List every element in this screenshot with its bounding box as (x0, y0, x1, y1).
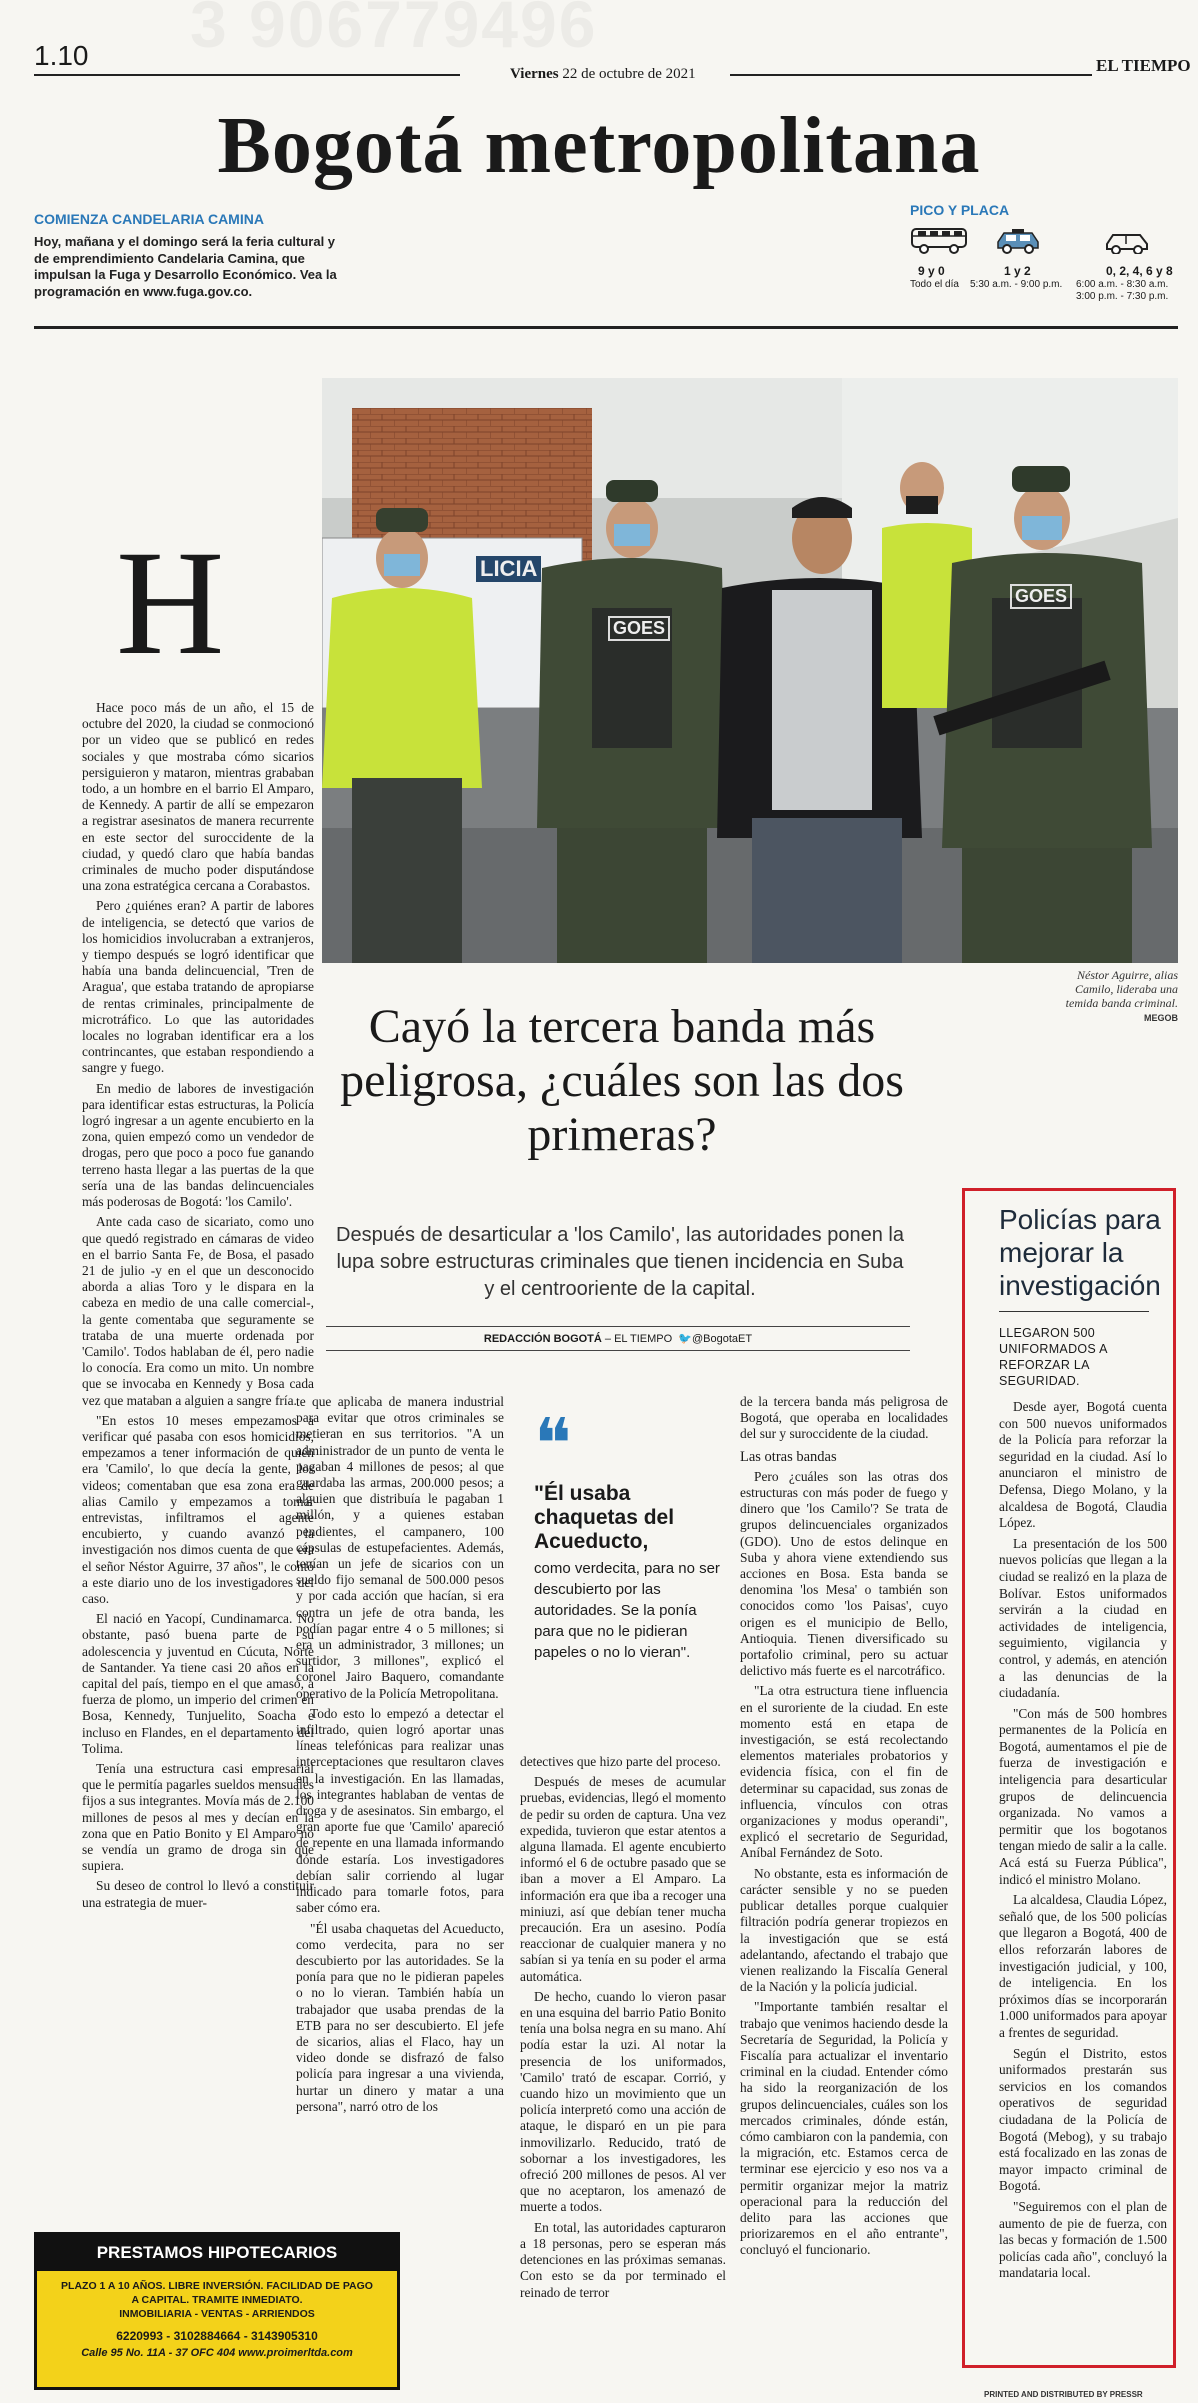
article-column-2 (296, 1394, 504, 2184)
pico-taxi-digits: 1 y 2 (1004, 264, 1031, 278)
press-footer: PRINTED AND DISTRIBUTED BY PRESSR (984, 2390, 1143, 2399)
paragraph: Ante cada caso de sicariato, como uno que quedó registrado en cámaras de video en el barrio Santa Fe, de Bosa, el pasado 21 de julio -y en el que un desconocido aborda a alias Toro y le dispara en la cabeza en medio de una calle comercial-, la gente comentaba que seguramente se trataba de una muerte ordenada por 'Camilo'. Todos hablaban de él, pero nadie lo conocía. Era como un mito. Un nombre que se invocaba en Kennedy y Bosa cada vez que mataban a alguien a sangre fría. (82, 1214, 314, 1408)
article-column-1 (82, 700, 314, 2140)
paragraph: Su deseo de control lo llevó a constituir una estrategia de muer- (82, 1878, 314, 1910)
issue-date: Viernes 22 de octubre de 2021 (510, 66, 696, 82)
header-divider (34, 326, 1178, 329)
sidebar-box (962, 1188, 1176, 2368)
pull-quote-text: como verdecita, para no ser descubierto por las autoridades. Se la ponía para que no le pidieran papeles o no lo vieran". (534, 1560, 720, 1661)
mortgage-ad (34, 2232, 400, 2390)
newspaper-logo: EL TIEMPO (1096, 56, 1191, 75)
background-digits: 3 906779496 (190, 0, 598, 61)
article-column-3 (520, 1754, 726, 2384)
article-column-4 (740, 1394, 948, 2384)
pull-quote-bold: "Él usaba chaquetas del Acueducto, (534, 1482, 675, 1553)
candelaria-text: Hoy, mañana y el domingo será la feria cultural y de emprendimiento Candelaria Camina, que impulsan la Fuga y Desarrollo Económico. Vea la programación en www.fuga.gov.co. (34, 234, 337, 299)
ad-line-2: A CAPITAL. TRAMITE INMEDIATO. (131, 2294, 303, 2306)
paragraph: "La otra estructura tiene influencia en el suroriente de la ciudad. En este momento está en etapa de investigación, se está recolectando elementos materiales probatorios y evidencia física, con el fin de determinar su capacidad, sus zonas de influencia, vínculos con otras organizaciones y modus operandi", explicó el secretario de Seguridad, Aníbal Fernández de Soto. (740, 1683, 948, 1861)
drop-cap: H (116, 520, 225, 686)
paragraph: "Con más de 500 hombres permanentes de la Policía en Bogotá, aumentamos el pie de fuerza de investigación e inteligencia para desarticular grupos de delincuencia organizada. No vamos a permitir que los bogotanos tengan miedo de salir a la calle. Acá está su Fuerza Pública", indicó el ministro Molano. (999, 1705, 1167, 1887)
byline-rule-top (326, 1326, 910, 1327)
twitter-icon: 🐦 (678, 1333, 692, 1345)
photo-caption: Néstor Aguirre, alias Camilo, lideraba una temida banda criminal. MEGOB (1065, 968, 1178, 1023)
sidebar-lead: LLEGARON 500 UNIFORMADOS A REFORZAR LA SEGURIDAD. (999, 1326, 1108, 1388)
ad-phones: 6220993 - 3102884664 - 3143905310 (116, 2329, 318, 2343)
paragraph: La presentación de los 500 nuevos policías que llegan a la ciudad se realizó en la plaza de Bolívar. Estos uniformados servirán a la ciudad en actividades de inteligencia, seguimiento, vigilancia y control, y además, en atención a las denuncias de la ciudadanía. (999, 1535, 1167, 1701)
sidebar-rule (999, 1311, 1149, 1312)
sidebar-body (999, 1399, 1167, 2286)
sidebar-title: Policías para mejorar la investigación (999, 1204, 1161, 1301)
pull-quote (534, 1407, 726, 1663)
quote-mark-icon: ❝ (534, 1407, 572, 1484)
ad-line-3: INMOBILIARIA - VENTAS - ARRIENDOS (119, 2308, 315, 2320)
taxi-icon (994, 228, 1042, 254)
vehicle-label: LICIA (476, 556, 541, 582)
paragraph: Después de meses de acumular pruebas, evidencias, llegó el momento de pedir su orden de captura. Una vez expedida, tuvieron que estar atentos a alguna llamada. El agente encubierto informó el 6 de octubre pasado que se iban a mover a El Amparo. La información era que iba a recoger una miniuzi, así que debían tener mucha precaución. Era un asesino. Podía reaccionar de cualquier manera y no sabían si ya tenía en su poder el arma automática. (520, 1774, 726, 1984)
candelaria-kicker: COMIENZA CANDELARIA CAMINA (34, 211, 264, 227)
paragraph: La alcaldesa, Claudia López, señaló que, de los 500 policías que llegaron a Bogotá, 400 de ellos reforzarán labores de investigación judicial, y 100, de inteligencia. En los próximos días se incorporarán 1.000 uniformados para apoyar a frentes de seguridad. (999, 1892, 1167, 2040)
car-icon (1104, 230, 1150, 254)
paragraph: El nació en Yacopí, Cundinamarca. No obstante, pasó buena parte de su adolescencia y juventud en Cúcuta, Norte de Santander. Ya tiene casi 20 años en la capital del país, tiempo en el que amasó, a fuerza de plomo, un imperio del crimen en Bosa, Kennedy, Tunjuelito, Soacha e incluso en Flandes, en el departamento del Tolima. (82, 1611, 314, 1756)
ad-body (37, 2271, 397, 2387)
paragraph: Hace poco más de un año, el 15 de octubre del 2020, la ciudad se conmocionó por un video que se publicó en redes sociales y que mostraba cómo sicarios persiguieron y mataron, mientras grababan todo, a un hombre en el barrio El Amparo, de Kennedy. A partir de allí se empezaron a registrar asesinatos de manera recurrente en este sector del suroccidente de la ciudad, y quedó claro que había bandas criminales de mucho poder disputándose una zona estratégica cercana a Corabastos. (82, 700, 314, 894)
vest-label-2: GOES (1010, 584, 1072, 609)
section-title: Bogotá metropolitana (217, 102, 981, 190)
pico-bus-schedule: Todo el día (910, 279, 959, 290)
paragraph: En total, las autoridades capturaron a 18 personas, pero se esperan más detenciones en las próximas semanas. Con esto se da por terminado el reinado de terror (520, 2219, 726, 2300)
header-rule-left (34, 74, 460, 76)
paragraph: No obstante, esta es información de carácter sensible y no se pueden publicar detalles porque cualquier filtración podría generar tropiezos en la investigación que se está adelantando, afectando el trabajo que vienen realizando la Fiscalía General de la Nación y la policía judicial. (740, 1865, 948, 1995)
paragraph: te que aplicaba de manera industrial para evitar que otros criminales se metieran en sus territorios. "A un administrador de un punto de venta le pagaban 4 millones de pesos; al que guardaba las armas, 200.000 pesos; a alguien que distribuía le pagaban 1 millón, y a quienes estaban pendientes, el campanero, 100 cápsulas de estupefacientes. Además, tenían un jefe de sicarios con un sueldo fijo semanal de 500.000 pesos y por cada acción que hacían, si era contra un jefe de otra banda, les podían pagar entre 4 o 5 millones; si era un administrador, 3 millones; un surtidor, 3 millones", explicó el coronel Jairo Baquero, comandante operativo de la Policía Metropolitana. (296, 1394, 504, 1701)
pico-placa-title: PICO Y PLACA (910, 202, 1010, 218)
paragraph: Pero ¿cuáles son las otras dos estructuras con más poder de fuego y dinero que 'los Camilo'? Se trata de grupos delincuenciales organizados (GDO). Uno de estos delinque en Suba y ahora viene extendiendo sus acciones en Bosa. Esta banda se denomina 'los Mesa' o también son conocidos como 'los Paisas', cuyo origen es el municipio de Bello, Antioquia. Tienen diversificado su portafolio criminal, pero su actuar delictivo más fuerte es el narcotráfico. (740, 1468, 948, 1679)
paragraph: "Él usaba chaquetas del Acueducto, como verdecita, para no ser descubierto por las autoridades. Se la ponía para que no le pidieran papeles o no lo vieran. También había un trabajador que usaba prendas de la ETB para no ser descubierto. El jefe de sicarios, alias el Flaco, hay un video donde se disfrazó de falso policía para ingresar a una vivienda, hurtar un dinero y matar a una persona", narró otro de los (296, 1920, 504, 2114)
ad-title: PRESTAMOS HIPOTECARIOS (96, 2243, 338, 2262)
paragraph: detectives que hizo parte del proceso. (520, 1754, 721, 1769)
paragraph: De hecho, cuando lo vieron pasar en una esquina del barrio Patio Bonito tenía una bolsa negra en su mano. Ahí podía estar la uzi. Al notar la presencia de los uniformados, 'Camilo' trató de escapar. Corrió, y cuando hizo un movimiento que un policía interpretó como una acción de ataque, le disparó en un pie para inmovilizarlo. Reducido, trató de sobornar a los investigadores, les ofreció 200 millones de pesos. Al ver que no aceptaron, los amenazó de muerte a todos. (520, 1988, 726, 2215)
page-number: 1.10 (34, 40, 89, 71)
header-rule-right (730, 74, 1092, 76)
paragraph: Todo esto lo empezó a detectar el infiltrado, quien logró aportar unas líneas telefónicas para realizar unas interceptaciones que resultaron claves en la investigación. En las llamadas, los integrantes hablaban de ventas de droga y de asesinatos. Sin embargo, el gran aporte fue que 'Camilo' apareció de repente en una llamada informando dónde estaría. Los investigadores debían salir corriendo al lugar indicado para tomarle fotos, para saber cómo era. (296, 1705, 504, 1916)
byline-rule-bottom (326, 1350, 910, 1351)
pico-bus-digits: 9 y 0 (918, 264, 945, 278)
section-subhead: Las otras bandas (740, 1448, 837, 1465)
paragraph: de la tercera banda más peligrosa de Bogotá, que operaba en localidades del sur y suroccidente de la ciudad. (740, 1394, 948, 1442)
vest-label-1: GOES (608, 616, 670, 641)
paragraph: En medio de labores de investigación para identificar estas estructuras, la Policía logró ingresar a un agente encubierto en la zona, quien empezó como un vendedor de drogas, pero que poco a poco fue ganando terreno hasta llegar a las puertas de la que sería una de las bandas delincuenciales más poderosas de Bogotá: 'los Camilo'. (82, 1080, 314, 1210)
pico-car-digits: 0, 2, 4, 6 y 8 (1106, 264, 1173, 278)
paragraph: Tenía una estructura casi empresarial que le permitía pagarles sueldos mensuales fijos a sus integrantes. Movía más de 2.100 millones de pesos al mes y decían en la zona que en Patio Bonito y El Amparo no se vendía un gramo de droga sin que supiera. (82, 1761, 314, 1874)
paragraph: Según el Distrito, estos uniformados prestarán sus servicios en los comandos operativos de seguridad ciudadana de la Policía de Bogotá (Mebog), y su trabajo está focalizado en las zonas de mayor impacto criminal de Bogotá. (999, 2045, 1167, 2194)
pico-car-schedule: 6:00 a.m. - 8:30 a.m. (1076, 279, 1169, 290)
pico-taxi-schedule: 5:30 a.m. - 9:00 p.m. (970, 279, 1063, 290)
police-arrest-photo (322, 378, 1178, 963)
paragraph: Pero ¿quiénes eran? A partir de labores de inteligencia, se detectó que varios de los homicidios involucraban a extranjeros, y tiempo después se logró identificar que había una banda delincuencial, 'Tren de Aragua', que estaba tratando de apropiarse de rentas criminales, principalmente de microtráfico. Lo que las autoridades locales no lograban identificar era a los contrincantes, que estaban respondiendo a sangre y fuego. (82, 898, 314, 1076)
pico-car-schedule-2: 3:00 p.m. - 7:30 p.m. (1076, 291, 1169, 302)
byline: REDACCIÓN BOGOTÁ – EL TIEMPO 🐦@BogotaET (483, 1333, 753, 1345)
bus-icon (910, 226, 970, 254)
paragraph: "Seguiremos con el plan de aumento de pie de fuerza, con las becas y formación de 1.500 policías cada año", concluyó la mandataria local. (999, 2198, 1167, 2281)
article-headline: Cayó la tercera banda más peligrosa, ¿cuáles son las dos primeras? (340, 1000, 904, 1161)
pico-placa-block (906, 222, 1176, 312)
article-subhead: Después de desarticular a 'los Camilo', las autoridades ponen la lupa sobre estructuras criminales que tienen incidencia en Suba y el centrooriente de la capital. (336, 1224, 904, 1300)
ad-line-1: PLAZO 1 A 10 AÑOS. LIBRE INVERSIÓN. FACILIDAD DE PAGO (61, 2280, 373, 2292)
paragraph: "En estos 10 meses empezamos a verificar qué pasaba con esos homicidios, empezamos a tener información de quién era 'Camilo', lo que decía la gente, los videos; comentaban que esa zona era de alias Camilo y empezamos a tomar entrevistas, infiltramos el agente encubierto, y cuando avanzó la investigación nos dimos cuenta de que era el señor Néstor Aguirre, 37 años", le contó a este diario uno de los investigadores del caso. (82, 1412, 314, 1606)
paragraph: Desde ayer, Bogotá cuenta con 500 nuevos uniformados de la Policía para reforzar la seguridad en la ciudad. Así lo anunciaron el ministro de Defensa, Diego Molano, y la alcaldesa de Bogotá, Claudia López. (999, 1399, 1167, 1531)
paragraph: "Importante también resaltar el trabajo que venimos haciendo desde la Secretaría de Seguridad, la Policía y Fiscalía para actualizar el inventario criminal en la ciudad. Entender cómo ha sido la reorganización de los grupos delincuenciales, cuáles son los mercados criminales, dónde están, cómo cambiaron con la pandemia, con la migración, etc. Estamos cerca de terminar ese ejercicio y eso nos va a permitir organizar mejor la matriz operacional para la reducción del delito para las acciones que priorizaremos en el año entrante", concluyó el funcionario. (740, 1999, 948, 2258)
article-photo (322, 378, 1178, 963)
ad-address: Calle 95 No. 11A - 37 OFC 404 www.proimerltda.com (81, 2347, 353, 2359)
